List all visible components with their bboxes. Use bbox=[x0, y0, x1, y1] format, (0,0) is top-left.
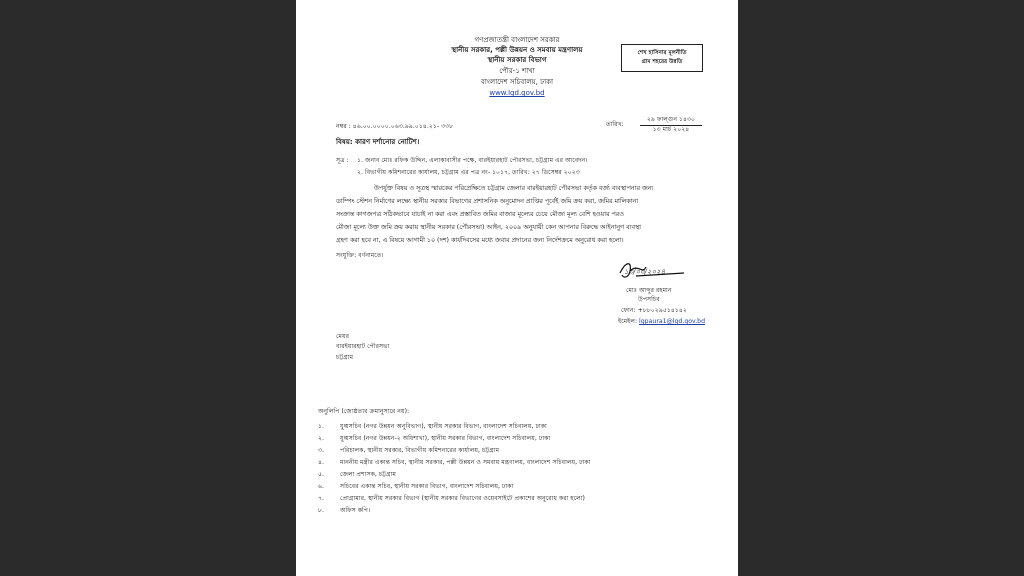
document-page bbox=[296, 0, 738, 576]
body-line-1: উপর্যুক্ত বিষয় ও সূত্রস্থ স্মারকের পরিপ্রেক্ষিতে চট্টগ্রাম জেলার বারইয়ারহাট পৌরসভা কর্তৃক বর্জ্য ব্যবস্থাপনার জন্য bbox=[374, 185, 654, 192]
list-item: ৫. জেলা প্রশাসক, চট্টগ্রাম bbox=[318, 471, 396, 478]
signature-date: ১৩/০৩/২০২৪ bbox=[624, 268, 666, 276]
reference-label: সূত্র : bbox=[336, 157, 349, 164]
copies-title: অনুলিপি (জ্যেষ্ঠতার ক্রমানুসারে নয়): bbox=[318, 408, 410, 415]
date-english: ১৩ মার্চ ২০২৪ bbox=[652, 126, 690, 133]
list-item: ১. যুগ্মসচিব (নগর উন্নয়ন অনুবিভাগ), স্থানীয় সরকার বিভাগ, বাংলাদেশ সচিবালয়, ঢাকা bbox=[318, 423, 547, 430]
attachment-note: সংযুক্তি: বর্ণনামতে। bbox=[336, 252, 384, 259]
list-item: ৭. প্রোগ্রামার, স্থানীয় সরকার বিভাগ (স্থানীয় সরকার বিভাগের ওয়েবসাইটে প্রকাশের অনুরোধ করা হলো) bbox=[318, 495, 585, 502]
header-website[interactable] bbox=[296, 89, 738, 98]
body-line-3: সংক্রান্ত কাগজপত্র সঠিকভাবে যাচাই না করা এবং প্রস্তাবিত জমির বাজার মূল্যের চেয়ে মৌজা মূল্য বেশি হওয়ার পরও bbox=[336, 211, 624, 218]
header-secretariat: বাংলাদেশ সচিবালয়, ঢাকা bbox=[480, 78, 554, 86]
stamp-line2: গ্রাম শহরের উন্নতি bbox=[641, 59, 683, 65]
body-line-5: গ্রহণ করা হবে না, এ বিষয়ে আগামী ১০ (দশ) কার্যদিবসের মধ্যে জবাব প্রদানের জন্য নির্দেশক্রমে অনুরোধ করা হলো। bbox=[336, 237, 624, 244]
website-link[interactable]: www.lgd.gov.bd bbox=[489, 89, 545, 97]
slogan-stamp bbox=[621, 44, 703, 72]
subject-line: বিষয়: কারণ দর্শানোর নোটিশ। bbox=[336, 138, 420, 146]
body-line-2: ডাম্পিং স্টেশন নির্মাণের লক্ষ্যে স্থানীয় সরকার বিভাগের প্রশাসনিক অনুমোদন প্রাপ্তির পূর্বেই জমি ক্রয় করা, জমির মালিকানা bbox=[336, 198, 639, 205]
signatory-phone: ফোন: +৮৮০২৯৫১৪১৪২ bbox=[621, 307, 687, 314]
recipient-office: বারইয়ারহাট পৌরসভা bbox=[336, 343, 390, 350]
recipient-city: চট্টগ্রাম bbox=[336, 354, 354, 361]
date-label: তারিখ: bbox=[606, 121, 624, 128]
list-item: ৪. মাননীয় মন্ত্রীর একান্ত সচিব, স্থানীয় সরকার, পল্লী উন্নয়ন ও সমবায় মন্ত্রণালয়, বাংলাদেশ সচিবালয়, ঢাকা bbox=[318, 459, 591, 466]
list-item: ৮. অফিস কপি। bbox=[318, 507, 371, 514]
email-label: ইমেইল: bbox=[618, 318, 640, 325]
recipient-title: মেয়র bbox=[336, 333, 349, 340]
list-item: ২. যুগ্মসচিব (নগর উন্নয়ন-২ অধিশাখা), স্থানীয় সরকার বিভাগ, বাংলাদেশ সচিবালয়, ঢাকা bbox=[318, 435, 551, 442]
list-item: ৩. পরিচালক, স্থানীয় সরকার, বিভাগীয় কমিশনারের কার্যালয়, চট্টগ্রাম bbox=[318, 447, 500, 454]
reference-2: ২. বিভাগীয় কমিশনারের কার্যালয়, চট্টগ্রাম এর পত্র নং- ১০১৭, তারিখ: ২৭ ডিসেম্বর ২০২৩ bbox=[357, 169, 580, 176]
email-link[interactable]: lgpaura1@lgd.gov.bd bbox=[639, 318, 706, 325]
list-item: ৬. সচিবের একান্ত সচিব, স্থানীয় সরকার বিভাগ, বাংলাদেশ সচিবালয়, ঢাকা bbox=[318, 483, 514, 490]
signatory-designation: উপসচিব bbox=[638, 296, 660, 303]
header-division: স্থানীয় সরকার বিভাগ bbox=[487, 56, 547, 64]
header-ministry: স্থানীয় সরকার, পল্লী উন্নয়ন ও সমবায় মন্ত্রণালয় bbox=[451, 46, 583, 54]
body-line-4: মৌজা মূল্যে উক্ত জমি ক্রয় করায় স্থানীয় সরকার (পৌরসভা) আইন, ২০০৯ অনুযায়ী কেন আপনার বিরুদ্ধে আইনানুগ ব্যবস্থা bbox=[336, 224, 642, 231]
signatory-name: মোঃ আব্দুর রহমান bbox=[626, 287, 672, 294]
signatory-email-row bbox=[618, 318, 705, 326]
stamp-line1: শেখ হাসিনার মূলনীতি bbox=[637, 50, 687, 56]
header-government: গণপ্রজাতন্ত্রী বাংলাদেশ সরকার bbox=[474, 36, 560, 44]
header-branch: পৌর-১ শাখা bbox=[499, 67, 535, 75]
reference-1: ১. জনাব মোঃ রফিক উদ্দিন, এলাকাবাসীর পক্ষে, বারইয়ারহাট পৌরসভা, চট্টগ্রাম এর আবেদন। bbox=[357, 157, 588, 164]
date-bangla: ২৯ ফাল্গুন ১৪৩০ bbox=[640, 116, 702, 126]
memo-number: নম্বর : ৪৬.০০.০০০০.০৬৩.৯৯.০১৪.২১- ৩৩৮ bbox=[336, 123, 454, 130]
